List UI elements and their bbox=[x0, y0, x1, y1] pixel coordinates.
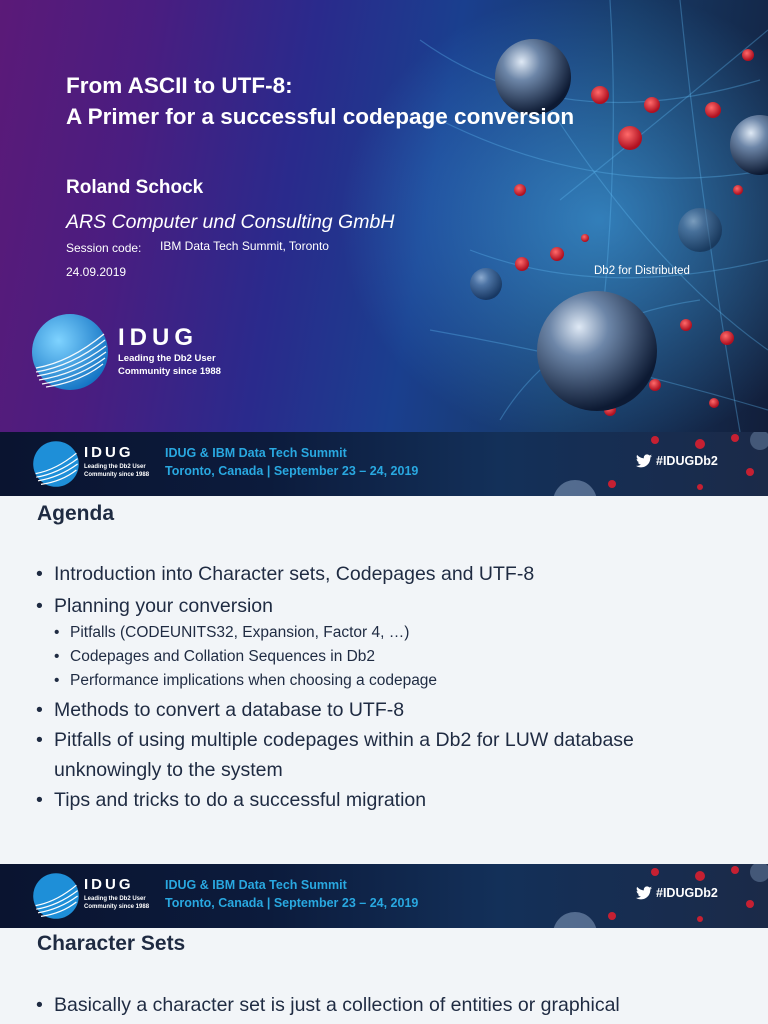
presentation-date: 24.09.2019 bbox=[66, 265, 127, 279]
event-location-date: Toronto, Canada | September 23 – 24, 2019 bbox=[165, 896, 419, 910]
idug-tagline-line-2: Community since 1988 bbox=[84, 472, 150, 478]
character-sets-list bbox=[36, 990, 756, 1020]
idug-tagline-line-1: Leading the Db2 User bbox=[84, 896, 146, 902]
agenda-sub-item: • Performance implications when choosing a codepage bbox=[36, 669, 756, 693]
event-location-date: Toronto, Canada | September 23 – 24, 2019 bbox=[165, 464, 419, 478]
slide-header-bar bbox=[0, 864, 768, 928]
agenda-sub-item: • Codepages and Collation Sequences in Db2 bbox=[36, 645, 756, 669]
slide-header-bar bbox=[0, 432, 768, 496]
agenda-item: • Introduction into Character sets, Codepages and UTF-8 bbox=[36, 559, 756, 589]
agenda-heading: Agenda bbox=[37, 502, 115, 525]
idug-wordmark: IDUG bbox=[84, 444, 134, 461]
character-sets-heading: Character Sets bbox=[37, 932, 186, 955]
event-name: IDUG & IBM Data Tech Summit bbox=[165, 878, 347, 892]
author-name: Roland Schock bbox=[66, 177, 204, 198]
agenda-slide bbox=[0, 496, 768, 864]
idug-logo-small bbox=[32, 438, 162, 490]
idug-wordmark: IDUG bbox=[84, 876, 134, 893]
title-line-1: From ASCII to UTF-8: bbox=[66, 73, 293, 98]
twitter-bird-icon bbox=[636, 886, 652, 900]
idug-globe-icon bbox=[30, 312, 110, 392]
agenda-sub-item: • Pitfalls (CODEUNITS32, Expansion, Factor 4, …) bbox=[36, 621, 756, 645]
twitter-hashtag bbox=[636, 454, 718, 468]
idug-tagline-line-1: Leading the Db2 User bbox=[118, 353, 216, 364]
idug-globe-icon bbox=[32, 440, 80, 488]
idug-tagline bbox=[118, 352, 248, 378]
agenda-item-continuation: unknowingly to the system bbox=[54, 759, 283, 781]
idug-wordmark: IDUG bbox=[118, 324, 198, 351]
idug-logo bbox=[30, 312, 230, 392]
character-sets-item: • Basically a character set is just a collection of entities or graphical bbox=[36, 990, 756, 1020]
agenda-item: • Tips and tricks to do a successful migration bbox=[36, 785, 756, 815]
idug-tagline bbox=[84, 895, 154, 911]
presentation-title bbox=[66, 70, 574, 132]
idug-tagline-line-2: Community since 1988 bbox=[118, 366, 221, 377]
agenda-item: • Planning your conversion bbox=[36, 591, 756, 621]
idug-globe-icon bbox=[32, 872, 80, 920]
twitter-hashtag bbox=[636, 886, 718, 900]
idug-tagline-line-1: Leading the Db2 User bbox=[84, 464, 146, 470]
session-code-value: IBM Data Tech Summit, Toronto bbox=[160, 239, 329, 253]
title-slide bbox=[0, 0, 768, 432]
agenda-list bbox=[36, 559, 756, 815]
character-sets-slide bbox=[0, 928, 768, 1024]
session-code-label: Session code: bbox=[66, 241, 142, 255]
agenda-item: • Pitfalls of using multiple codepages within a Db2 for LUW database bbox=[36, 725, 756, 755]
twitter-bird-icon bbox=[636, 454, 652, 468]
hashtag-text: #IDUGDb2 bbox=[656, 454, 718, 468]
company-name: ARS Computer und Consulting GmbH bbox=[66, 211, 395, 233]
idug-tagline-line-2: Community since 1988 bbox=[84, 904, 150, 910]
event-name: IDUG & IBM Data Tech Summit bbox=[165, 446, 347, 460]
agenda-item: • Methods to convert a database to UTF-8 bbox=[36, 695, 756, 725]
idug-logo-small bbox=[32, 870, 162, 922]
idug-tagline bbox=[84, 463, 154, 479]
title-line-2: A Primer for a successful codepage conversion bbox=[66, 104, 575, 129]
track-name: Db2 for Distributed bbox=[594, 265, 690, 277]
hashtag-text: #IDUGDb2 bbox=[656, 886, 718, 900]
